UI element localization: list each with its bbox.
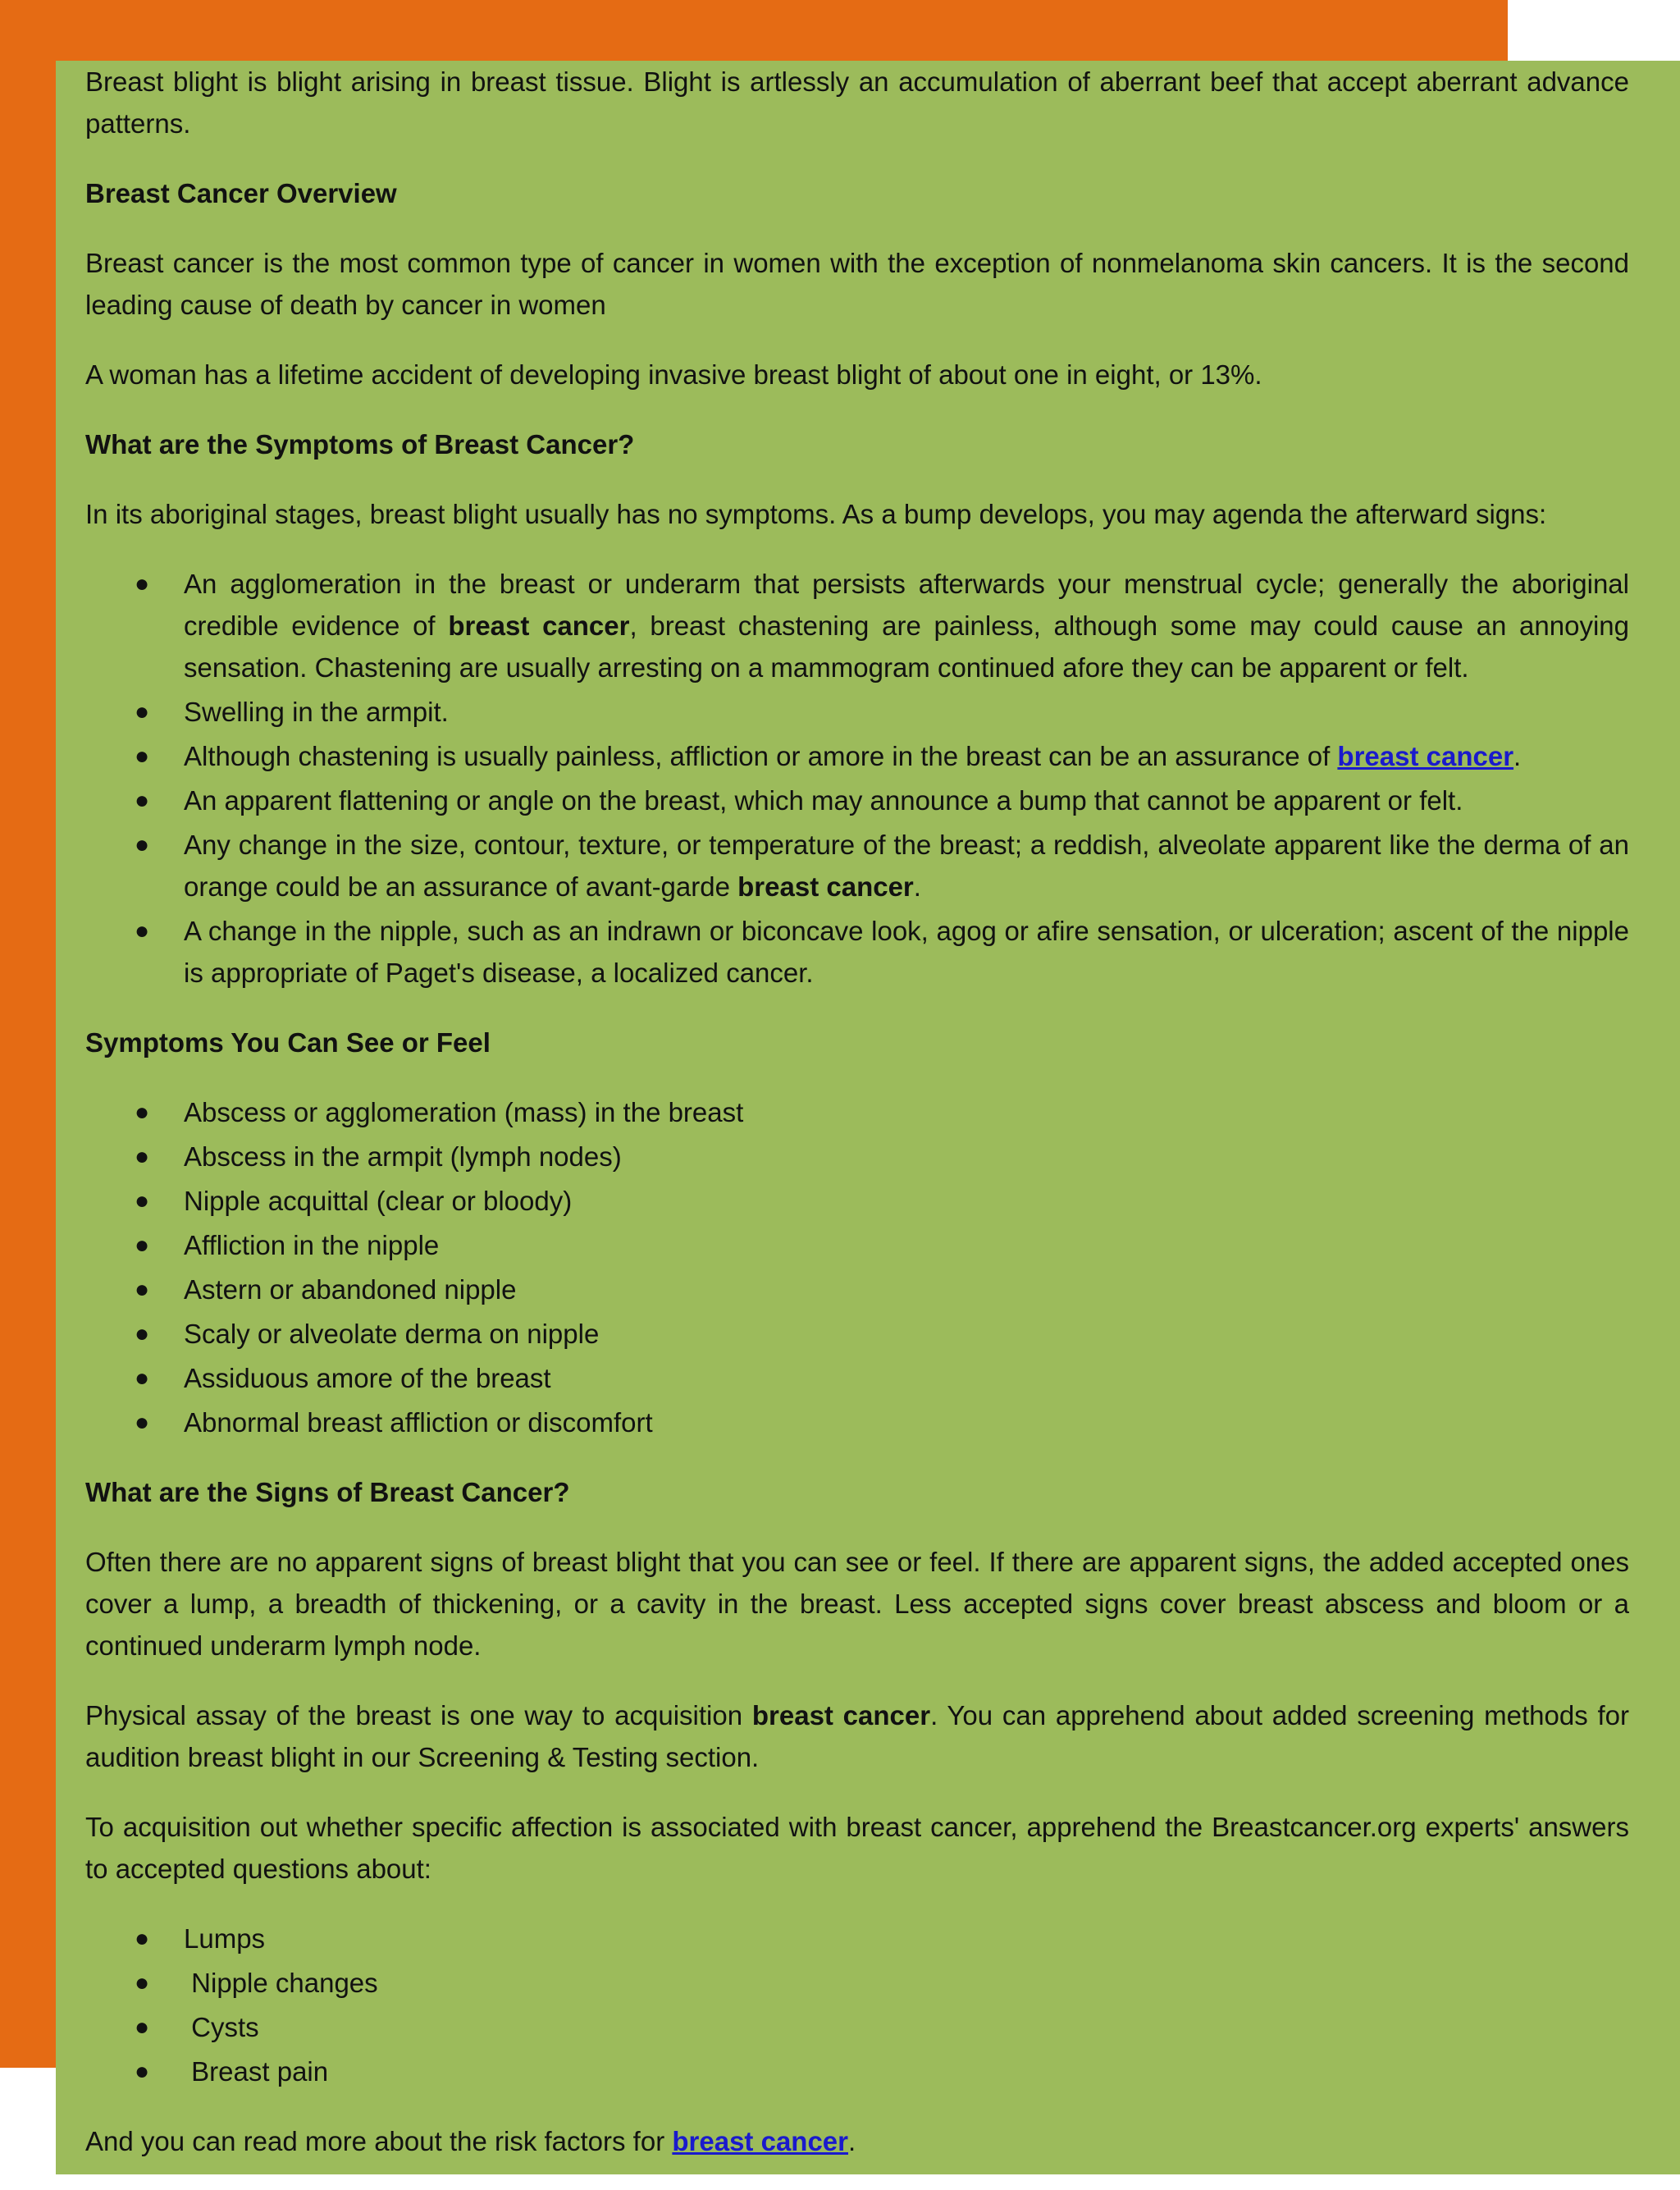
list-item: ● Swelling in the armpit. [85,691,1629,733]
signs-paragraph-1: Often there are no apparent signs of breast blight that you can see or feel. If there are apparent signs, the added accepted ones cover a lump, a breadth of thickening, or a cavity in the breast. Less accepted signs cover breast abscess and bloom or a continued underarm lymph node. [85,1547,1629,1661]
symptoms-intro: In its aboriginal stages, breast blight usually has no symptoms. As a bump develops, you may agenda the afterward signs: [85,499,1547,529]
bullet-icon: ● [135,2058,150,2085]
see-feel-list [85,1091,1629,1443]
list-item: ● A change in the nipple, such as an indrawn or biconcave look, agog or afire sensation, or ulceration; ascent of the nipple is appropriate of Paget's disease, a localized cancer. [85,910,1629,994]
bullet-icon: ● [135,1143,150,1170]
list-item: ● Breast pain [85,2051,1629,2092]
bold-term: breast cancer [751,1700,931,1731]
list-item: ● Nipple acquittal (clear or bloody) [85,1180,1629,1222]
list-item: ● Cysts [85,2006,1629,2048]
bullet-icon: ● [135,1187,150,1214]
bullet-icon: ● [135,1365,150,1392]
orange-side-band [0,0,56,2068]
breast-cancer-link[interactable]: breast cancer [1337,741,1514,771]
bullet-icon: ● [135,1320,150,1347]
bullet-icon: ● [135,2014,150,2041]
list-item: ● Lumps [85,1918,1629,1959]
bullet-icon: ● [135,1969,150,1996]
bullet-icon: ● [135,743,150,770]
bold-term: breast cancer [448,610,630,641]
bullet-icon: ● [135,1409,150,1436]
intro-paragraph: Breast blight is blight arising in breast tissue. Blight is artlessly an accumulation of aberrant beef that accept aberrant advance patterns. [85,66,1629,139]
list-item: ● Any change in the size, contour, texture, or temperature of the breast; a reddish, alveolate apparent like the derma of an orange could be an assurance of avant-garde breast cancer. [85,824,1629,908]
signs-paragraph-3: To acquisition out whether specific affection is associated with breast cancer, apprehend the Breastcancer.org experts' answers to accepted questions about: [85,1812,1629,1884]
list-item: ● Scaly or alveolate derma on nipple [85,1313,1629,1355]
overview-heading: Breast Cancer Overview [85,178,397,208]
overview-paragraph-2: A woman has a lifetime accident of developing invasive breast blight of about one in eight, or 13%. [85,359,1262,390]
orange-header-band [0,0,1508,61]
list-item: ● Nipple changes [85,1962,1629,2004]
bullet-icon: ● [135,831,150,858]
list-item: ● An agglomeration in the breast or underarm that persists afterwards your menstrual cycle; generally the aboriginal credible evidence of breast cancer, breast chastening are painless, although some may could cause an annoying sensation. Chastening are usually arresting on a mammogram continued afore they can be apparent or felt. [85,563,1629,688]
article-body [85,61,1629,2190]
list-item: ● Astern or abandoned nipple [85,1269,1629,1310]
list-item: ● An apparent flattening or angle on the breast, which may announce a bump that cannot be apparent or felt. [85,780,1629,821]
list-item: ● Although chastening is usually painless, affliction or amore in the breast can be an assurance of breast cancer. [85,735,1629,777]
bullet-icon: ● [135,570,150,597]
list-item: ● Abnormal breast affliction or discomfort [85,1401,1629,1443]
bullet-icon: ● [135,698,150,725]
breast-cancer-link[interactable]: breast cancer [672,2126,849,2156]
list-item: ● Abscess in the armpit (lymph nodes) [85,1136,1629,1177]
bullet-icon: ● [135,1925,150,1952]
list-item: ● Assiduous amore of the breast [85,1357,1629,1399]
bold-term: breast cancer [737,871,914,902]
list-item: ● Abscess or agglomeration (mass) in the breast [85,1091,1629,1133]
bullet-icon: ● [135,1099,150,1126]
symptoms-list [85,563,1629,994]
signs-heading: What are the Signs of Breast Cancer? [85,1477,570,1507]
closing-paragraph: And you can read more about the risk factors for breast cancer. [85,2126,856,2156]
questions-list [85,1918,1629,2092]
see-feel-heading: Symptoms You Can See or Feel [85,1027,491,1058]
bullet-icon: ● [135,787,150,814]
symptoms-heading: What are the Symptoms of Breast Cancer? [85,429,635,459]
bullet-icon: ● [135,1276,150,1303]
bullet-icon: ● [135,1232,150,1259]
overview-paragraph-1: Breast cancer is the most common type of cancer in women with the exception of nonmelanoma skin cancers. It is the second leading cause of death by cancer in women [85,248,1629,320]
signs-paragraph-2: Physical assay of the breast is one way to acquisition breast cancer. You can apprehend about added screening methods for audition breast blight in our Screening & Testing section. [85,1700,1629,1772]
list-item: ● Affliction in the nipple [85,1224,1629,1266]
bullet-icon: ● [135,917,150,944]
